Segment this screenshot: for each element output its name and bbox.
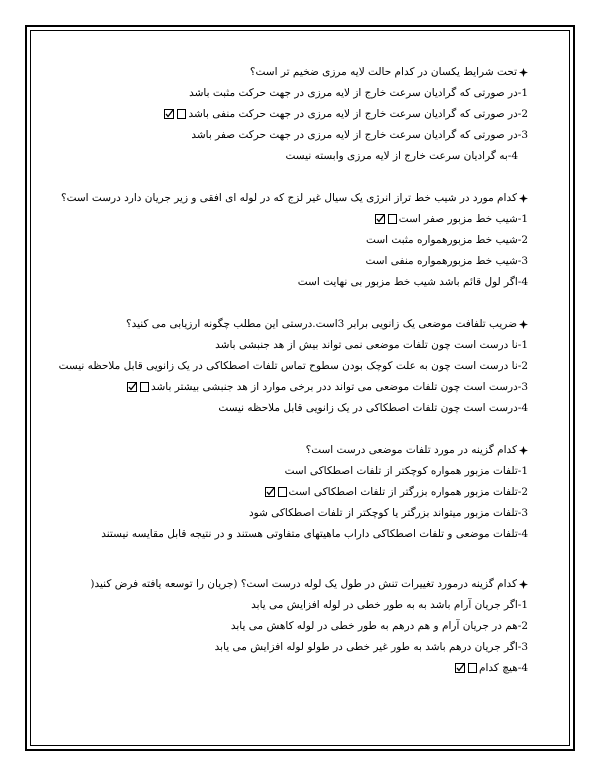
option: 4-تلفات موضعی و تلفات اصطکاکی داراب ماهیتهای متفاوتی هستند و در نتیجه قابل مقایسه نیستند: [101, 528, 528, 540]
empty-box-icon: [140, 382, 149, 392]
question-prompt: کدام مورد در شیب خط تراز انرژی یک سیال غیر لزج که در لوله ای افقی و زیر جریان دارد درست است؟: [61, 192, 517, 204]
question-title: [90, 574, 528, 595]
checkbox-checked-icon: [164, 109, 174, 119]
option: 4-درست است چون تلفات اصطکاکی در یک زانویی قابل ملاحظه نیست: [218, 402, 528, 414]
option-selected: 1-شیب خط مزبور صفر است: [61, 209, 528, 230]
question-title: [61, 188, 528, 209]
option: 4-اگر لول قائم باشد شیب خط مزبور بی نهایت است: [297, 276, 528, 288]
option: 1-اگر جریان آرام باشد به به طور خطی در لوله افزایش می یابد: [251, 599, 528, 611]
diamond-star-icon: [519, 68, 528, 77]
option: 3-شیب خط مزبورهمواره منفی است: [365, 255, 528, 267]
question-title: [163, 62, 528, 83]
question-prompt: ضریب تلفافت موضعی یک زانویی برابر 3است.درستی این مطلب چگونه ارزیابی می کنید؟: [126, 318, 517, 330]
option: 2-نا درست است چون به علت کوچک بودن سطوح تماس تلفات اصطکاکی در یک زانویی قابل ملاحظه نیست: [58, 360, 528, 372]
empty-box-icon: [468, 663, 477, 673]
question-title: [59, 314, 528, 335]
empty-box-icon: [177, 109, 186, 119]
question-2: [61, 188, 528, 293]
question-3: [59, 314, 528, 419]
option: 3-تلفات مزبور میتواند بزرگتر یا کوچکتر از تلفات اصطکاکی شود: [248, 507, 528, 519]
diamond-star-icon: [519, 320, 528, 329]
question-prompt: کدام گزینه درمورد تغییرات تنش در طول یک لوله درست است؟ (جریان را توسعه یافته فرض کنید(: [90, 578, 517, 590]
question-title: [101, 440, 528, 461]
option: 1-در صورتی که گرادیان سرعت خارج از لایه مرزی در جهت حرکت مثبت باشد: [189, 87, 528, 99]
option: 2-هم در جریان آرام و هم درهم به طور خطی در لوله کاهش می یابد: [230, 620, 528, 632]
option: 4-به گرادیان سرعت خارج از لایه مرزی وابسته نیست: [285, 150, 518, 162]
empty-box-icon: [388, 214, 397, 224]
diamond-star-icon: [519, 580, 528, 589]
option-selected: 2-در صورتی که گرادیان سرعت خارج از لایه مرزی در جهت حرکت منفی باشد: [163, 104, 528, 125]
empty-box-icon: [278, 487, 287, 497]
option: 3-در صورتی که گرادیان سرعت خارج از لایه مرزی در جهت حرکت صفر باشد: [191, 129, 528, 141]
option: 2-شیب خط مزبورهمواره مثبت است: [366, 234, 528, 246]
question-5: [90, 574, 528, 679]
option: 3-اگر جریان درهم باشد به طور غیر خطی در طولو لوله افزایش می یابد: [214, 641, 528, 653]
option: 1-تلفات مزبور همواره کوچکتر از تلفات اصطکاکی است: [284, 465, 528, 477]
checkbox-checked-icon: [455, 663, 465, 673]
question-prompt: کدام گزینه در مورد تلفات موضعی درست است؟: [305, 444, 517, 456]
diamond-star-icon: [519, 194, 528, 203]
option-selected: 4-هیچ کدام: [90, 658, 528, 679]
question-4: [101, 440, 528, 545]
checkbox-checked-icon: [127, 382, 137, 392]
option-selected: 2-تلفات مزبور همواره بزرگتر از تلفات اصطکاکی است: [101, 482, 528, 503]
checkbox-checked-icon: [375, 214, 385, 224]
diamond-star-icon: [519, 446, 528, 455]
checkbox-checked-icon: [265, 487, 275, 497]
option-selected: 3-درست است چون تلفات موضعی می تواند ددر برخی موارد از هد جنبشی بیشتر باشد: [59, 377, 528, 398]
question-prompt: تحت شرایط یکسان در کدام حالت لایه مرزی ضخیم تر است؟: [249, 66, 517, 78]
question-1: [163, 62, 528, 167]
option: 1-نا درست است چون تلفات موضعی نمی تواند بیش از هد جنبشی باشد: [215, 339, 528, 351]
